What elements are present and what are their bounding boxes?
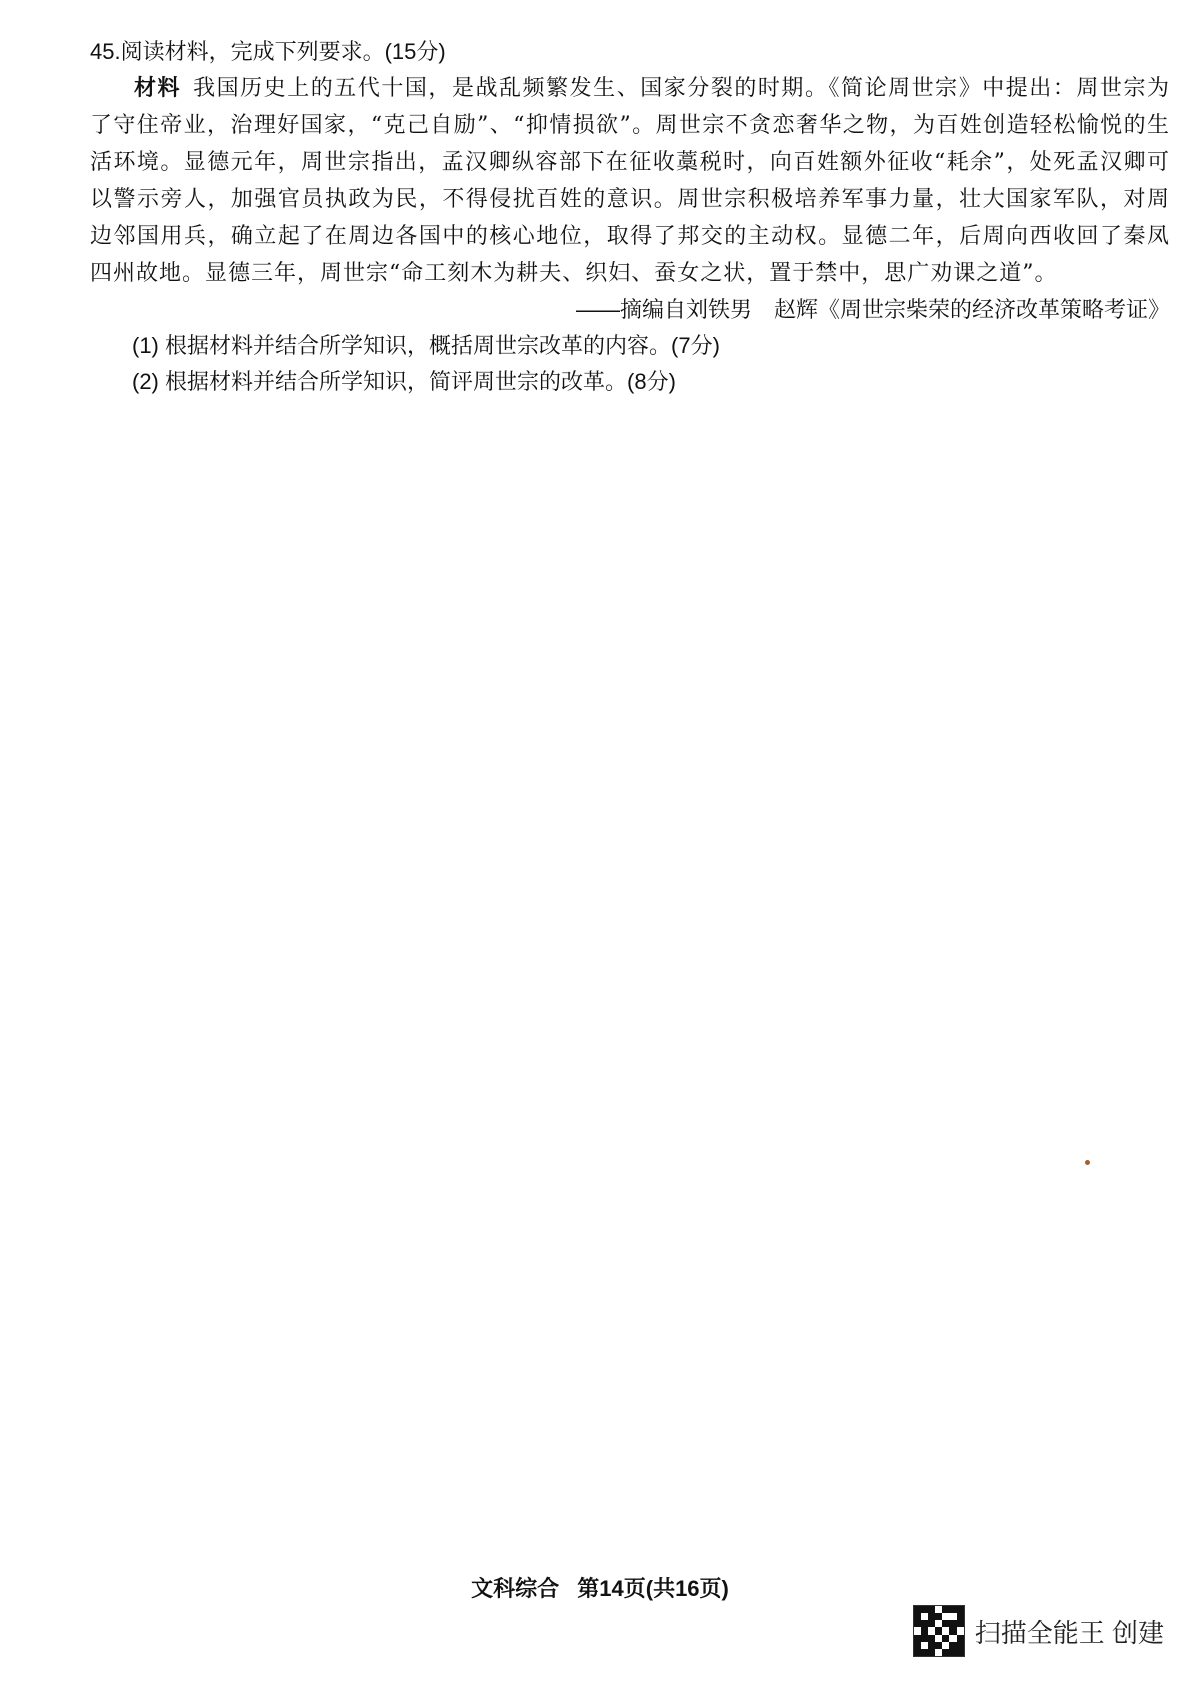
page-footer: [0, 1572, 1200, 1603]
footer-subject: 文科综合: [471, 1576, 560, 1601]
scan-speck: [1085, 1160, 1090, 1165]
sub-question-1: (1) 根据材料并结合所学知识，概括周世宗改革的内容。(7分): [132, 333, 720, 358]
material-text: 我国历史上的五代十国，是战乱频繁发生、国家分裂的时期。《简论周世宗》中提出：周世宗为了守住帝业，治理好国家，“克己自励”、“抑情损欲”。周世宗不贪恋奢华之物，为百姓创造轻松愉悦的生活环境。显德元年，周世宗指出，孟汉卿纵容部下在征收藁税时，向百姓额外征收“耗余”，处死孟汉卿可以警示旁人，加强官员执政为民，不得侵扰百姓的意识。周世宗积极培养军事力量，壮大国家军队，对周边邻国用兵，确立起了在周边各国中的核心地位，取得了邦交的主动权。显德二年，后周向西收回了秦凤四州故地。显德三年，周世宗“命工刻木为耕夫、织妇、蚕女之状，置于禁中，思广劝课之道”。: [90, 76, 1170, 286]
qr-code-icon: [913, 1605, 965, 1657]
scanner-watermark: [913, 1605, 1164, 1657]
material-source: ——摘编自刘铁男 赵辉《周世宗柴荣的经济改革策略考证》: [575, 297, 1170, 322]
material-paragraph: [90, 70, 1170, 292]
question-title: 45.阅读材料，完成下列要求。(15分): [90, 39, 446, 64]
material-label: 材料: [134, 75, 182, 101]
sub-question-2: (2) 根据材料并结合所学知识，简评周世宗的改革。(8分): [132, 369, 676, 394]
watermark-text: 扫描全能王 创建: [974, 1617, 1164, 1648]
footer-page-number: 第14页(共16页): [577, 1576, 729, 1601]
question-45: [90, 36, 1170, 400]
